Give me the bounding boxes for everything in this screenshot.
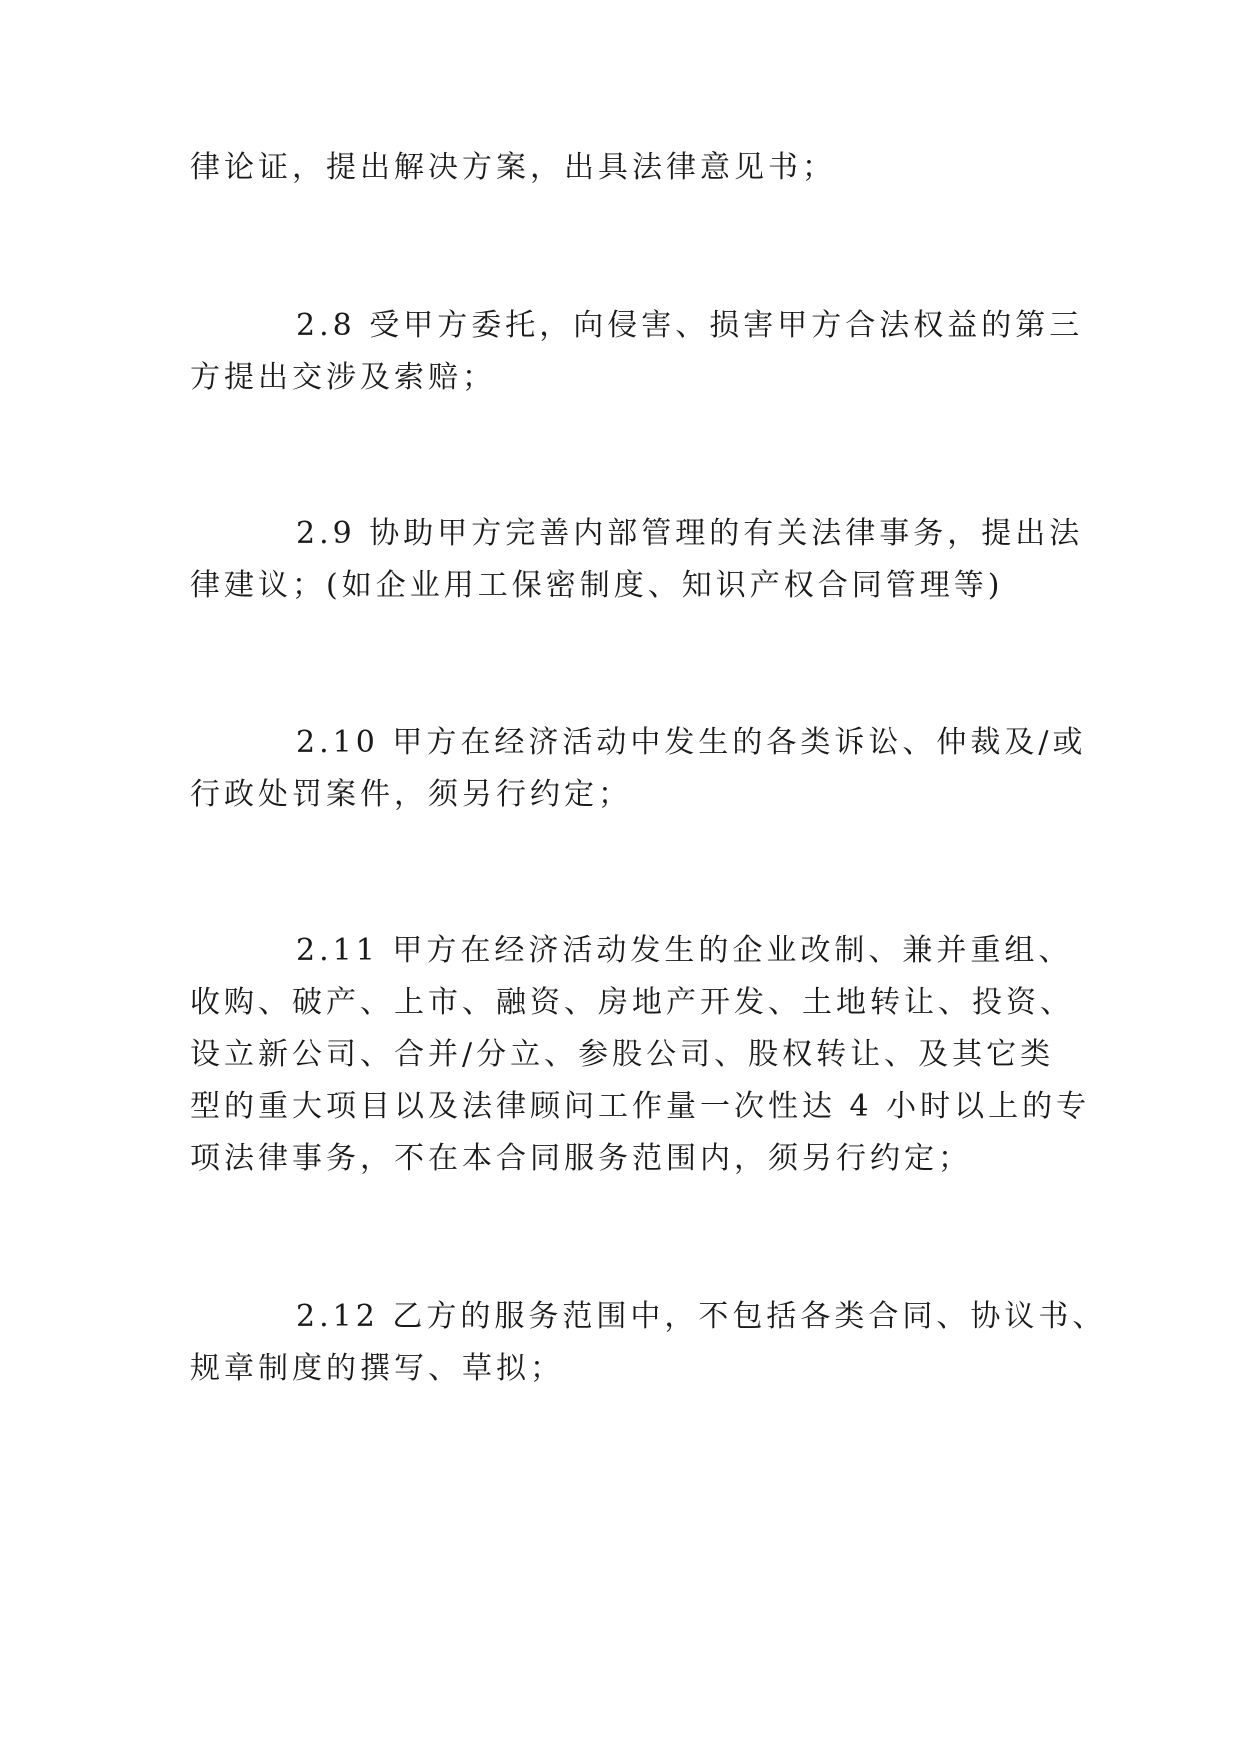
paragraph-line: 2.10 甲方在经济活动中发生的各类诉讼、仲裁及/或 xyxy=(296,725,1087,760)
paragraph-line: 律论证，提出解决方案，出具法律意见书； xyxy=(190,150,836,185)
paragraph-line: 律建议；(如企业用工保密制度、知识产权合同管理等) xyxy=(190,568,1004,603)
paragraph-line: 2.12 乙方的服务范围中，不包括各类合同、协议书、 xyxy=(296,1299,1107,1334)
paragraph-line: 2.9 协助甲方完善内部管理的有关法律事务，提出法 xyxy=(296,516,1084,551)
paragraph-line: 方提出交涉及索赔； xyxy=(190,360,496,395)
paragraph-line: 型的重大项目以及法律顾问工作量一次性达 4 小时以上的专 xyxy=(190,1089,1091,1124)
paragraph-2-10 xyxy=(190,717,1087,821)
paragraph-2-11 xyxy=(190,925,1091,1185)
paragraph-line: 收购、破产、上市、融资、房地产开发、土地转让、投资、 xyxy=(190,985,1074,1020)
paragraph-line: 设立新公司、合并/分立、参股公司、股权转让、及其它类 xyxy=(190,1037,1055,1072)
paragraph-line: 规章制度的撰写、草拟； xyxy=(190,1351,564,1386)
paragraph-2-12 xyxy=(190,1291,1107,1395)
paragraph-line: 行政处罚案件，须另行约定； xyxy=(190,777,632,812)
paragraph-2-8 xyxy=(190,300,1084,404)
paragraph-continued xyxy=(190,142,1060,194)
paragraph-line: 2.11 甲方在经济活动发生的企业改制、兼并重组、 xyxy=(296,933,1073,968)
paragraph-line: 2.8 受甲方委托，向侵害、损害甲方合法权益的第三 xyxy=(296,308,1084,343)
paragraph-2-9 xyxy=(190,508,1084,612)
paragraph-line: 项法律事务，不在本合同服务范围内，须另行约定； xyxy=(190,1141,972,1176)
